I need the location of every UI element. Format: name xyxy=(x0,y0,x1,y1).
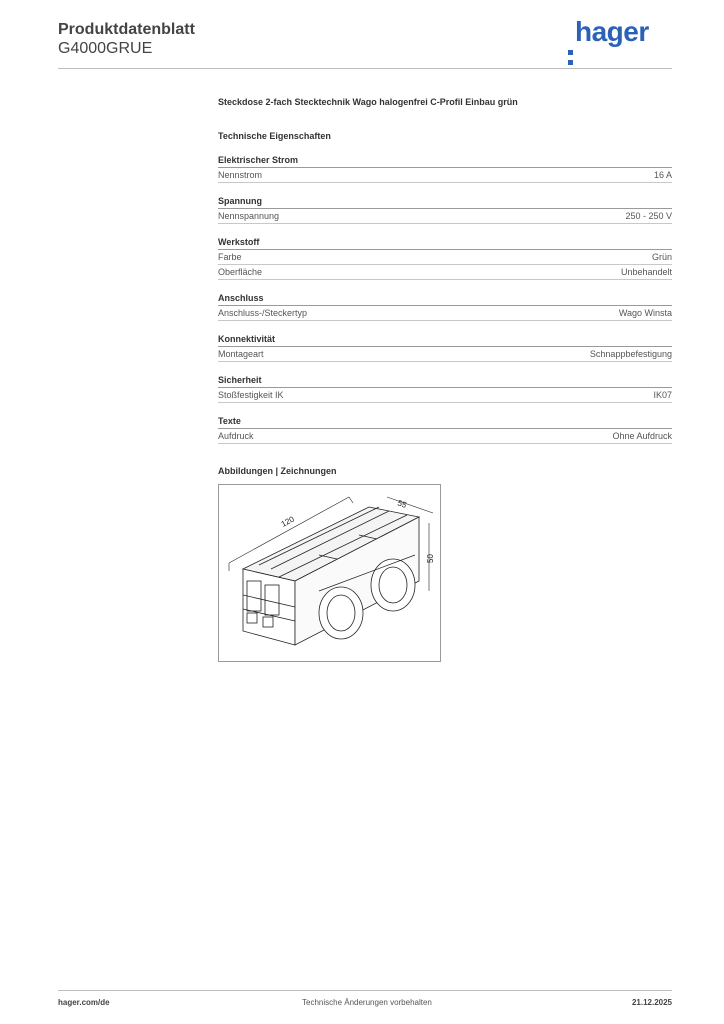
property-group xyxy=(218,292,672,321)
group-title: Werkstoff xyxy=(218,236,672,250)
footer-divider xyxy=(58,990,672,991)
group-title: Konnektivität xyxy=(218,333,672,347)
socket-drawing-icon xyxy=(219,485,440,661)
product-code: G4000GRUE xyxy=(58,40,153,57)
property-value: Wago Winsta xyxy=(618,308,672,318)
property-label: Nennspannung xyxy=(218,211,280,221)
property-value: 16 A xyxy=(653,170,672,180)
product-drawing xyxy=(218,484,441,662)
dimension-length: 120 xyxy=(279,514,296,529)
main-content xyxy=(218,96,672,662)
property-row xyxy=(218,168,672,183)
footer-date: 21.12.2025 xyxy=(631,998,672,1007)
property-row xyxy=(218,347,672,362)
property-value: Grün xyxy=(651,252,672,262)
property-row xyxy=(218,429,672,444)
hager-logo xyxy=(568,16,649,48)
property-group xyxy=(218,236,672,280)
footer-notice: Technische Änderungen vorbehalten xyxy=(302,998,432,1007)
property-label: Aufdruck xyxy=(218,431,254,441)
property-label: Anschluss-/Steckertyp xyxy=(218,308,308,318)
property-row xyxy=(218,250,672,265)
property-value: Ohne Aufdruck xyxy=(612,431,672,441)
product-description: Steckdose 2-fach Stecktechnik Wago halogenfrei C-Profil Einbau grün xyxy=(218,97,518,107)
footer-website[interactable]: hager.com/de xyxy=(58,998,110,1007)
property-row xyxy=(218,306,672,321)
dimension-depth: 55 xyxy=(396,498,408,510)
property-value: IK07 xyxy=(653,390,672,400)
property-label: Stoßfestigkeit IK xyxy=(218,390,284,400)
property-group xyxy=(218,415,672,444)
header-divider xyxy=(58,68,672,69)
group-title: Elektrischer Strom xyxy=(218,154,672,168)
dimension-height: 50 xyxy=(426,554,435,563)
property-row xyxy=(218,209,672,224)
group-title: Sicherheit xyxy=(218,374,672,388)
section-heading: Technische Eigenschaften xyxy=(218,131,331,141)
group-title: Spannung xyxy=(218,195,672,209)
property-value: 250 - 250 V xyxy=(625,211,672,221)
property-label: Oberfläche xyxy=(218,267,263,277)
logo-text: hager xyxy=(575,16,649,47)
document-title: Produktdatenblatt xyxy=(58,21,195,38)
property-groups xyxy=(218,154,672,444)
property-group xyxy=(218,374,672,403)
property-row xyxy=(218,265,672,280)
property-label: Montageart xyxy=(218,349,264,359)
property-row xyxy=(218,388,672,403)
property-value: Unbehandelt xyxy=(620,267,672,277)
property-group xyxy=(218,154,672,183)
property-label: Nennstrom xyxy=(218,170,263,180)
group-title: Texte xyxy=(218,415,672,429)
figure-heading: Abbildungen | Zeichnungen xyxy=(218,466,337,476)
document-header xyxy=(58,20,195,58)
property-group xyxy=(218,195,672,224)
property-value: Schnappbefestigung xyxy=(589,349,672,359)
group-title: Anschluss xyxy=(218,292,672,306)
property-group xyxy=(218,333,672,362)
property-label: Farbe xyxy=(218,252,242,262)
